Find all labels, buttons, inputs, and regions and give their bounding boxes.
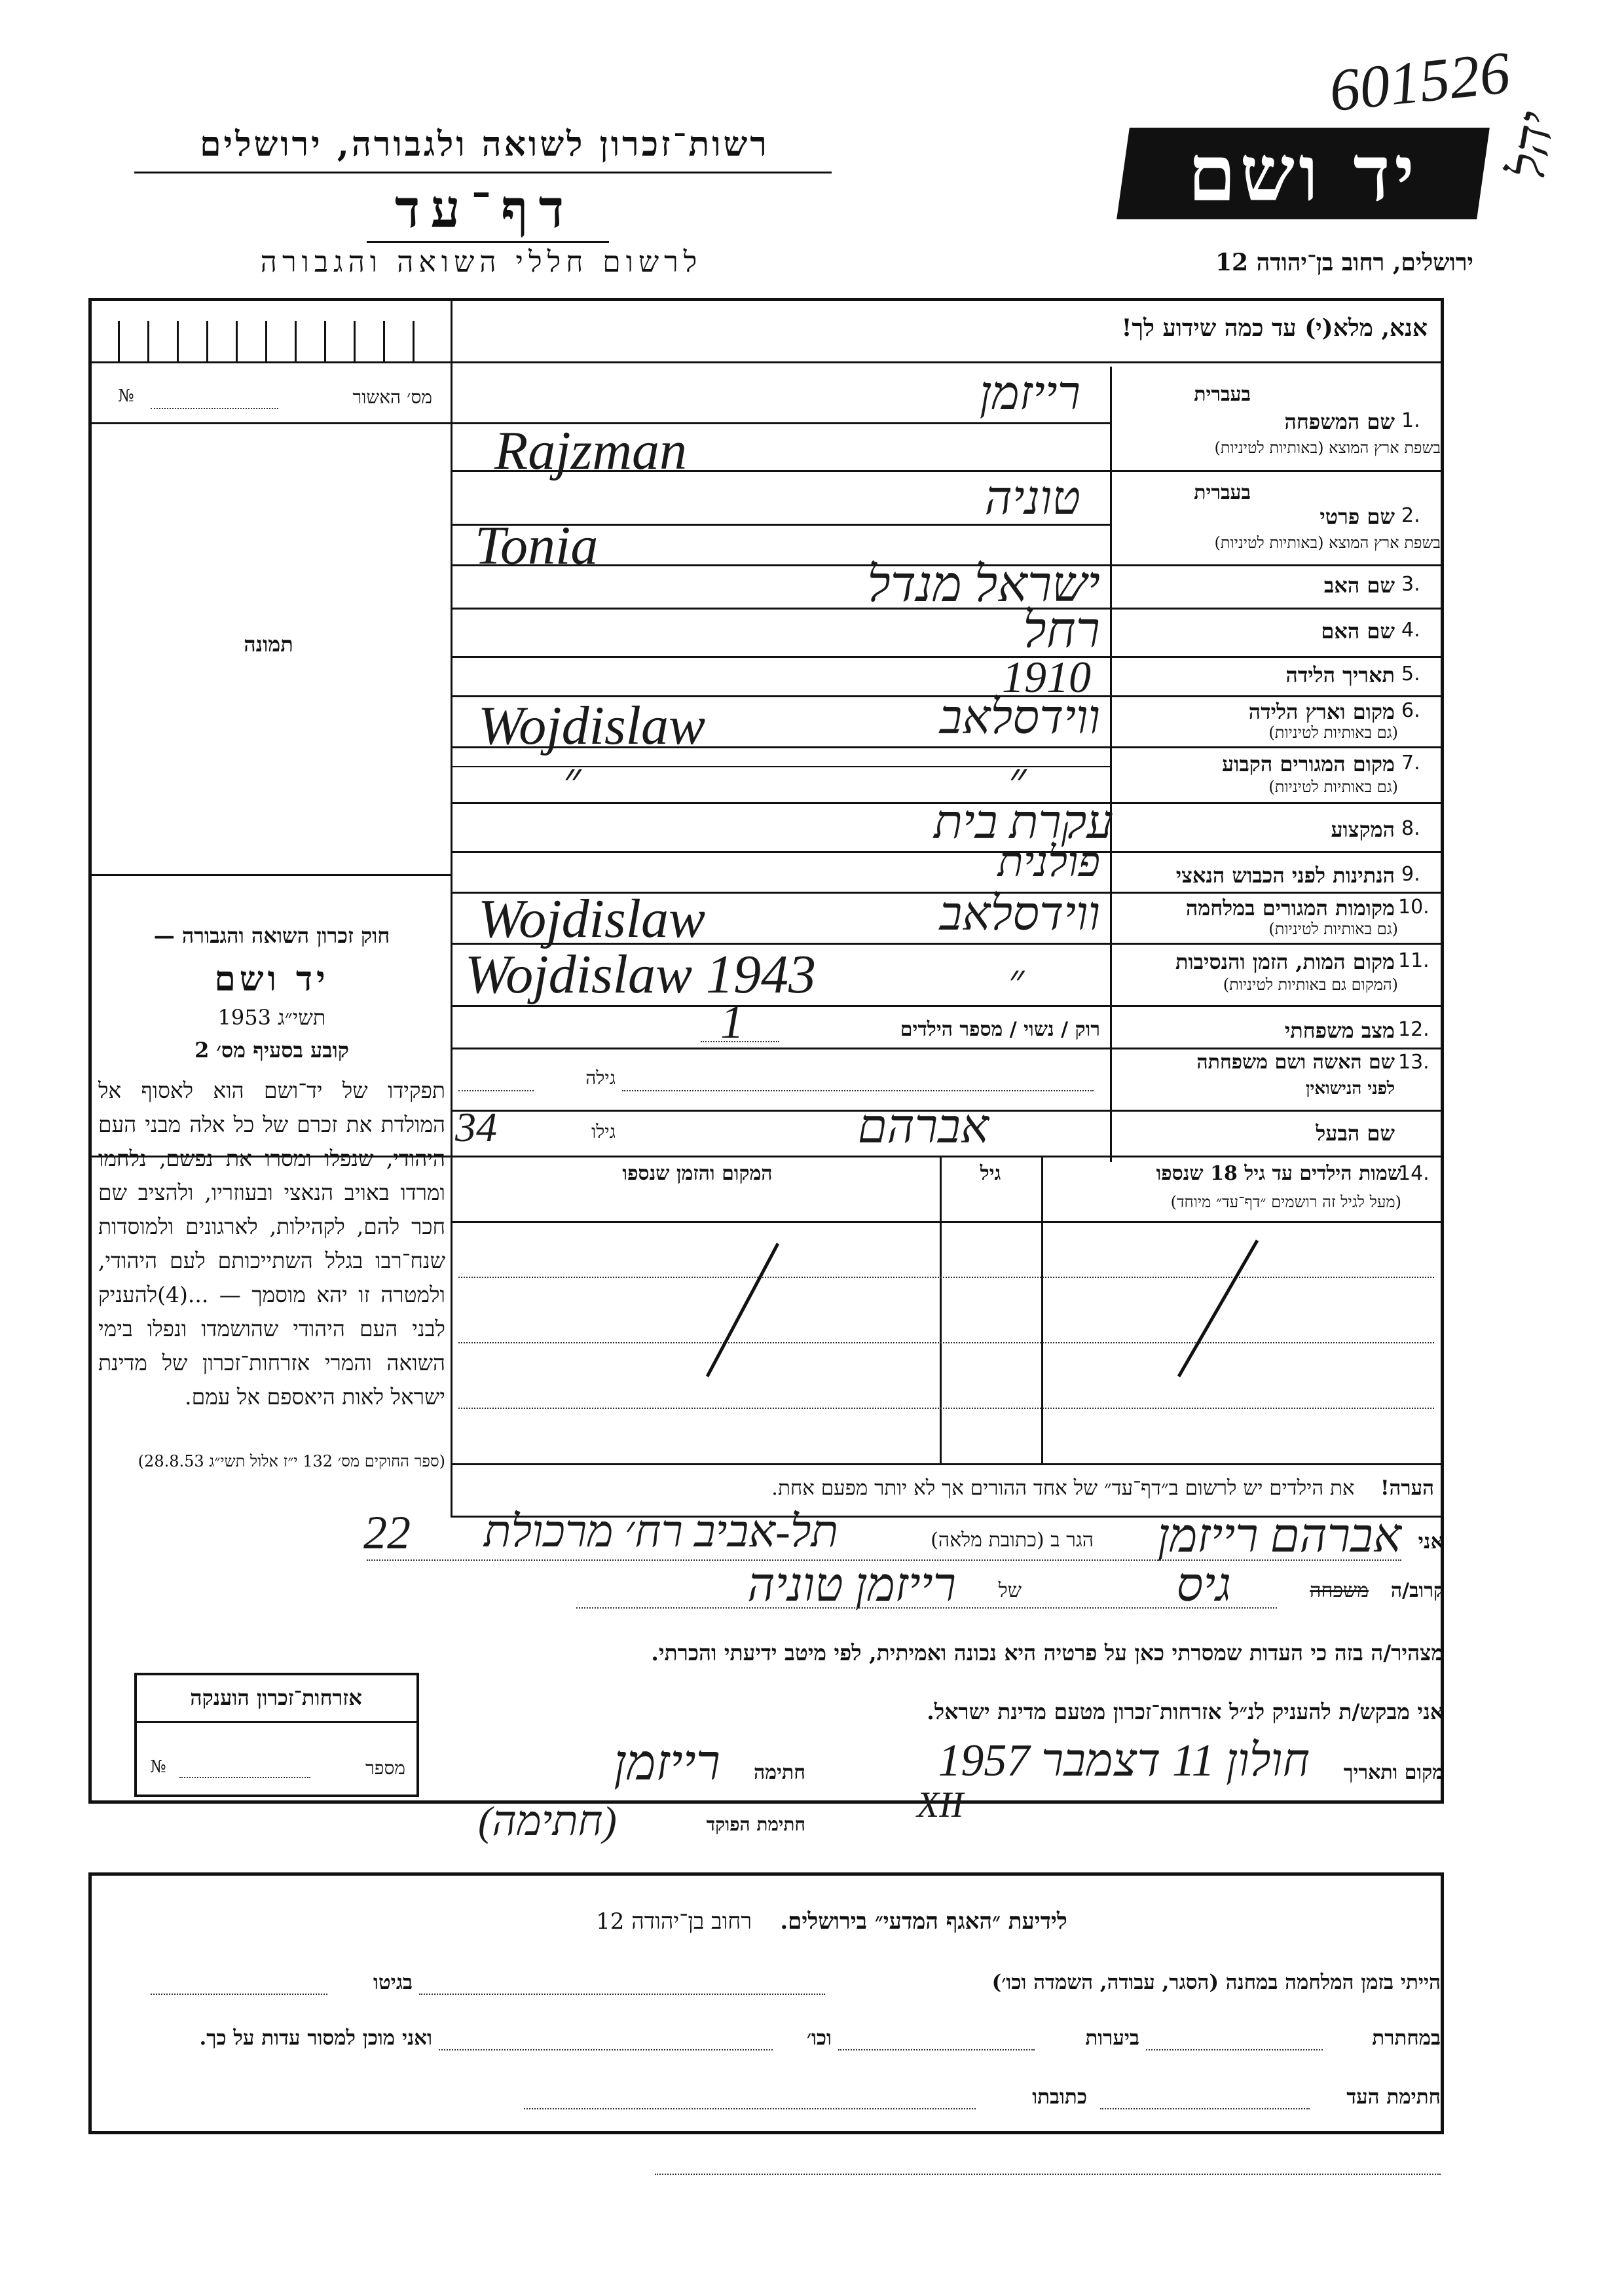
law-reference: (ספר החוקים מס׳ 132 י״ז אלול תשי״ג 28.8.53) — [138, 1452, 445, 1470]
field7-label: מקום המגורים הקבוע — [1222, 752, 1395, 776]
photo-label: תמונה — [244, 632, 293, 657]
handwritten-archive-number: 601526 — [1326, 39, 1513, 124]
footer-forests-blank — [838, 2049, 1035, 2050]
footer-etc-blank — [439, 2049, 773, 2050]
authority-name: רשות־זכרון לשואה ולגבורה, ירושלים — [200, 124, 769, 164]
children-col-names: שמות הילדים עד גיל 18 שנספו — [1156, 1162, 1401, 1185]
field1-num: 1. — [1401, 409, 1420, 432]
field1-label: שם המשפחה — [1284, 409, 1395, 434]
field4-num: 4. — [1401, 619, 1420, 642]
decl-officer-signature[interactable]: (חתימה) — [478, 1798, 617, 1844]
children-col-names-sub: (מעל לגיל זה רושמים ״דף־עד״ מיוחד) — [1170, 1193, 1401, 1211]
field12-options: רוק / נשוי / מספר הילדים — [900, 1018, 1100, 1041]
approval-line — [151, 408, 278, 409]
field11-value-2[interactable]: ״ — [1008, 957, 1025, 1003]
field10-value-latin[interactable]: Wojdislaw — [478, 888, 705, 949]
approval-divider — [92, 422, 451, 424]
authority-underline — [134, 172, 832, 173]
decl-address-label: הגר ב (כתובת מלאה) — [931, 1529, 1094, 1552]
field2-value-hebrew[interactable]: טוניה — [984, 472, 1080, 524]
law-text: תפקידו של יד־ושם הוא לאסוף אל המולדת את זכרם של כל אלה מבני העם היהודי, שנפלו ומסרו את נפשם, נלחמו ומרדו באויב הנאצי ובעוזריו, ולהציב שם חכר להם, לקהילות, לארגונים ולמוסדות שנח־רבו בגלל השתייכותם לעם היהודי, ולמטרה זו יהא מוסמך — ...(4)להעניק לבני העם היהודי שהושמדו ונפלו בימי השואה והמרי אזרחות־זכרון של מדינת ישראל לאות היאספם אל עמם. — [98, 1078, 445, 1410]
field2-sub-hebrew: בעברית — [1194, 481, 1251, 504]
footer-forests: ביערות — [1085, 2026, 1139, 2050]
husband-label: שם הבעל — [1316, 1121, 1395, 1146]
note-row — [458, 1476, 1434, 1509]
decl-officer-label: חתימת הפוקד — [706, 1813, 805, 1835]
field11-num: 11. — [1398, 949, 1430, 972]
footer-etc: וכו׳ — [806, 2026, 832, 2050]
decl-of: של — [998, 1579, 1022, 1602]
field6-value-hebrew[interactable]: ווידסלאב — [939, 691, 1100, 744]
decl-place-date-label: מקום ותאריך — [1343, 1761, 1444, 1784]
field9-num: 9. — [1401, 863, 1420, 886]
children-table-bottom — [451, 1463, 1441, 1465]
field2-sub-latin: בשפת ארץ המוצא (באותיות לטיניות) — [1214, 534, 1441, 552]
footer-witness-signature: חתימת העד — [1346, 2085, 1441, 2109]
field13-age-label: גילה — [585, 1067, 616, 1089]
row-husband-bottom — [92, 1156, 1441, 1157]
approval-label: מס׳ האשור — [352, 386, 432, 408]
field12-value[interactable]: 1 — [720, 996, 744, 1048]
left-column-divider — [451, 301, 452, 1162]
children-row-line-3 — [458, 1408, 1434, 1409]
field2-num: 2. — [1401, 504, 1420, 527]
field13-age-line — [458, 1090, 534, 1091]
field7-inner-line — [451, 766, 1112, 767]
field2-label: שם פרטי — [1320, 504, 1395, 529]
footer-heading-address: רחוב בן־יהודה 12 — [596, 1908, 752, 1935]
decl-relative[interactable]: רייזמן טוניה — [747, 1559, 956, 1611]
field13-name-line — [622, 1090, 1094, 1091]
field3-label: שם האב — [1323, 573, 1395, 598]
husband-age-value[interactable]: 34 — [455, 1104, 497, 1150]
field1-value-latin[interactable]: Rajzman — [494, 420, 687, 481]
field12-label: מצב משפחתי — [1284, 1018, 1395, 1043]
field13-num: 13. — [1398, 1051, 1430, 1074]
footer-heading-row — [471, 1908, 1192, 1941]
field1-sub-hebrew: בעברית — [1194, 383, 1251, 406]
field11-sub: (המקום גם באותיות לטיניות) — [1223, 975, 1398, 994]
photo-divider — [92, 874, 451, 876]
field6-label: מקום וארץ הלידה — [1248, 699, 1395, 724]
field4-label: שם האם — [1321, 619, 1395, 644]
children-col-age: גיל — [980, 1162, 1001, 1185]
decl-relation-prefix: קרוב/ה — [1390, 1579, 1444, 1602]
note-left-border — [451, 1463, 452, 1516]
children-row-line-1 — [458, 1277, 1434, 1278]
logo-text: יד ושם — [1187, 128, 1419, 219]
field1-sub-latin: בשפת ארץ המוצא (באותיות לטיניות) — [1214, 439, 1441, 457]
field7-sub: (גם באותיות לטיניות) — [1268, 778, 1398, 796]
law-clause: קובע בסעיף מס׳ 2 — [194, 1038, 349, 1063]
field8-value[interactable]: עקרת בית — [933, 796, 1113, 848]
footer-line1: הייתי בזמן המלחמה במחנה (הסגר, עבודה, השמדה וכו׳) — [991, 1971, 1441, 1994]
footer-ghetto-blank — [151, 1994, 327, 1995]
title-underline — [367, 241, 609, 243]
footer-ghetto: בגיטו — [373, 1971, 413, 1994]
address: ירושלים, רחוב בן־יהודה 12 — [1215, 249, 1473, 276]
form-subtitle: לרשום חללי השואה והגבורה — [260, 246, 703, 279]
stamp-box-number-label: מספר — [365, 1757, 405, 1779]
field11-value-latin[interactable]: Wojdislaw 1943 — [465, 944, 816, 1005]
children-header-bottom — [451, 1221, 1441, 1223]
footer-address-blank — [524, 2108, 976, 2109]
law-title: חוק זכרון השואה והגבורה — — [153, 923, 390, 948]
label-column-divider — [1110, 367, 1112, 1162]
stamp-box-mark: № — [150, 1757, 166, 1777]
instruction: אנא, מלא(י) עד כמה שידוע לך! — [1121, 314, 1428, 342]
law-name: יד ושם — [214, 959, 329, 999]
scan-artifact-line — [655, 2174, 1441, 2175]
husband-age-label: גילו — [591, 1121, 616, 1142]
decl-signature-label: חתימה — [754, 1761, 805, 1784]
yad-vashem-logo — [1116, 128, 1490, 219]
handwritten-side-note: יהל — [1497, 107, 1566, 184]
decl-address-number[interactable]: 22 — [363, 1506, 411, 1559]
children-col-place: המקום והזמן שנספו — [622, 1162, 773, 1185]
field3-num: 3. — [1401, 573, 1420, 596]
footer-heading: לידיעת ״האגף המדעי״ בירושלים. — [780, 1908, 1067, 1935]
row11-bottom — [451, 1005, 1441, 1007]
decl-relation-struck: משפחה — [1310, 1579, 1369, 1602]
field4-value[interactable]: רחל — [1023, 603, 1100, 658]
field1-value-hebrew[interactable]: רייזמן — [979, 367, 1080, 420]
field11-label: מקום המות, הזמן והנסיבות — [1175, 949, 1395, 974]
law-year: תשי״ג 1953 — [217, 1005, 326, 1030]
field6-sub: (גם באותיות לטיניות) — [1268, 723, 1398, 742]
decl-relation[interactable]: גיס — [1176, 1559, 1231, 1611]
decl-place-date-extra[interactable]: XII — [917, 1785, 964, 1825]
husband-value[interactable]: אברהם — [857, 1101, 989, 1153]
decl-signature[interactable]: רייזמן — [614, 1736, 720, 1791]
field7-value[interactable]: ״ — [563, 754, 581, 806]
approval-number-boxes — [92, 314, 449, 361]
footer-underground: במחתרת — [1372, 2026, 1441, 2050]
stamp-box — [134, 1673, 419, 1797]
field10-value-hebrew[interactable]: ווידסלאב — [939, 888, 1100, 940]
decl-line-2 — [576, 1607, 1277, 1609]
footer-address-label: כתובתו — [1032, 2085, 1087, 2109]
note-text: את הילדים יש לרשום ב״דף־עד״ של אחד ההורים אך לא יותר מפעם אחת. — [771, 1476, 1355, 1500]
field5-value[interactable]: 1910 — [1002, 652, 1091, 702]
approval-mark: № — [118, 386, 134, 406]
form-title: דף־עד — [394, 178, 575, 240]
field9-label: הנתינות לפני הכבוש הנאצי — [1175, 863, 1395, 888]
stamp-box-title: אזרחות־זכרון הוענקה — [190, 1685, 362, 1710]
field10-sub: (גם באותיות לטיניות) — [1268, 920, 1398, 938]
children-col-divider-2 — [1041, 1156, 1043, 1463]
field5-label: תאריך הלידה — [1285, 663, 1395, 687]
decl-statement: מצהיר/ה בזה כי העדות שמסרתי כאן על פרטיה היא נכונה ואמיתית, לפי מיטב ידיעתי והכרתי. — [651, 1640, 1444, 1666]
decl-address[interactable]: תל-אביב רח׳ מרכולת — [483, 1506, 838, 1556]
children-row-line-2 — [458, 1342, 1434, 1343]
children-col-divider-1 — [940, 1156, 942, 1463]
note-label: הערה! — [1380, 1476, 1434, 1500]
field8-label: המקצוע — [1331, 817, 1395, 842]
field7-value-2[interactable]: ״ — [1008, 754, 1027, 806]
field10-label: מקומות המגורים במלחמה — [1185, 896, 1395, 920]
decl-place-date[interactable]: חולון 11 דצמבר 1957 — [938, 1736, 1310, 1786]
field10-num: 10. — [1398, 896, 1430, 919]
footer-underground-blank — [1146, 2049, 1323, 2050]
field3-value[interactable]: ישראל מנדל — [867, 557, 1100, 612]
field12-num: 12. — [1398, 1018, 1430, 1041]
field2-value-latin[interactable]: Tonia — [475, 515, 599, 576]
field5-num: 5. — [1401, 663, 1420, 685]
footer-line1-blank — [419, 1994, 825, 1995]
field9-value[interactable]: פולנית — [997, 839, 1100, 885]
row12-bottom — [451, 1048, 1441, 1049]
decl-request: אני מבקש/ת להעניק לנ״ל אזרחות־זכרון מטעם מדינת ישראל. — [927, 1699, 1444, 1724]
field13-label: שם האשה ושם משפחתה — [1196, 1051, 1395, 1074]
field13-sub: לפני הנישואין — [1305, 1079, 1395, 1099]
instruction-divider — [92, 361, 1441, 363]
field7-num: 7. — [1401, 752, 1420, 774]
decl-prefix: אני — [1418, 1529, 1444, 1554]
children-num: 14. — [1398, 1162, 1430, 1185]
children-left-border — [451, 1156, 452, 1463]
decl-declarant[interactable]: אברהם רייזמן — [1157, 1510, 1401, 1562]
field6-value-latin[interactable]: Wojdislaw — [478, 695, 705, 756]
footer-ready-testify: ואני מוכן למסור עדות על כך. — [199, 2026, 432, 2050]
footer-witness-blank — [1100, 2108, 1310, 2109]
field6-num: 6. — [1401, 699, 1420, 722]
field8-num: 8. — [1401, 817, 1420, 840]
